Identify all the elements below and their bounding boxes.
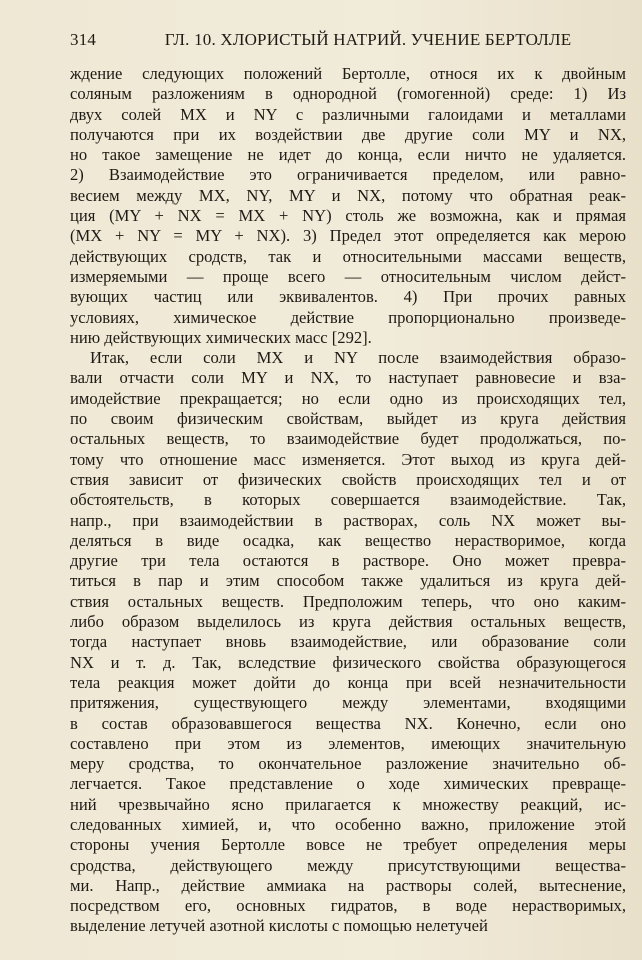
text-line: NX и т. д. Так, вследствие физического свойства образующегося	[70, 652, 626, 672]
text-line: обстоятельств, в которых совершается взаимодействие. Так,	[70, 490, 626, 510]
text-line: другие три тела остаются в растворе. Оно может превра-	[70, 551, 626, 571]
text-line: ствия зависит от физических свойств происходящих тел и от	[70, 469, 626, 489]
text-line: нию действующих химических масс [292].	[70, 327, 372, 347]
text-line: выделение летучей азотной кислоты с помощью нелетучей	[70, 916, 488, 936]
page-header	[70, 30, 614, 50]
text-line: по своим физическим свойствам, выйдет из круга действия	[70, 409, 626, 429]
text-line: вали отчасти соли MY и NX, то наступает равновесие и вза-	[70, 368, 626, 388]
page-number: 314	[70, 30, 97, 49]
text-line: ствия остальных веществ. Предположим теперь, что оно каким-	[70, 591, 626, 611]
text-line: напр., при взаимодействии в растворах, соль NX может вы-	[70, 510, 626, 530]
body-text	[70, 64, 626, 937]
text-line: соляным разложениям в однородной (гомогенной) среде: 1) Из	[70, 84, 626, 104]
text-line: ний чрезвычайно ясно прилагается к множеству реакций, ис-	[70, 794, 626, 814]
running-head: ГЛ. 10. ХЛОРИСТЫЙ НАТРИЙ. УЧЕНИЕ БЕРТОЛЛЕ	[164, 30, 572, 49]
text-line: остальных веществ, то взаимодействие будет продолжаться, по-	[70, 429, 626, 449]
paragraph	[70, 64, 626, 348]
text-line: составлено при этом из элементов, имеющих значительную	[70, 733, 626, 753]
text-line: в состав образовавшегося вещества NX. Конечно, если оно	[70, 713, 626, 733]
text-line: Итак, если соли MX и NY после взаимодействия образо-	[90, 348, 626, 368]
text-line: тому что отношение масс изменяется. Этот выход из круга дей-	[70, 449, 626, 469]
text-line: тела реакция может дойти до конца при всей незначительности	[70, 672, 626, 692]
text-line: титься в пар и этим способом также удалиться из круга дей-	[70, 571, 626, 591]
text-line: действующих сродств, так и относительными массами веществ,	[70, 246, 626, 266]
text-line: стороны учения Бертолле вовсе не требует определения меры	[70, 835, 626, 855]
text-line: притяжения, существующего между элементами, входящими	[70, 693, 626, 713]
text-line: (MX + NY = MY + NX). 3) Предел этот определяется как мерою	[70, 226, 626, 246]
text-line: двух солей MX и NY с различными галоидами и металлами	[70, 104, 626, 124]
text-line: 2) Взаимодействие это ограничивается пределом, или равно-	[70, 165, 626, 185]
text-line: ция (MY + NX = MX + NY) столь же возможна, как и прямая	[70, 206, 626, 226]
text-line: сродства, действующего между присутствующими вещества-	[70, 855, 626, 875]
text-line: измеряемыми — проще всего — относительным числом дейст-	[70, 266, 626, 286]
text-line: деляться в виде осадка, как вещество нерастворимое, когда	[70, 530, 626, 550]
text-line: ми. Напр., действие аммиака на растворы солей, вытеснение,	[70, 875, 626, 895]
text-line: либо образом выделилось из круга действия остальных веществ,	[70, 612, 626, 632]
text-line: условиях, химическое действие пропорционально произведе-	[70, 307, 626, 327]
text-line: меру сродства, то окончательное разложение значительно об-	[70, 754, 626, 774]
text-line: имодействие прекращается; но если одно из происходящих тел,	[70, 388, 626, 408]
text-line: получаются при их воздействии две другие соли MY и NX,	[70, 124, 626, 144]
text-line: но такое замещение не идет до конца, если ничто не удаляется.	[70, 145, 626, 165]
text-line: легчается. Такое представление о ходе химических превраще-	[70, 774, 626, 794]
text-line: вующих частиц или эквивалентов. 4) При прочих равных	[70, 287, 626, 307]
text-line: посредством его, основных гидратов, в воде нерастворимых,	[70, 896, 626, 916]
text-line: весием между MX, NY, MY и NX, потому что обратная реак-	[70, 185, 626, 205]
text-line: тогда наступает вновь взаимодействие, или образование соли	[70, 632, 626, 652]
text-line: следованных химией, и, что особенно важно, приложение этой	[70, 814, 626, 834]
paragraph	[70, 348, 626, 937]
text-line: ждение следующих положений Бертолле, относя их к двойным	[70, 64, 626, 83]
